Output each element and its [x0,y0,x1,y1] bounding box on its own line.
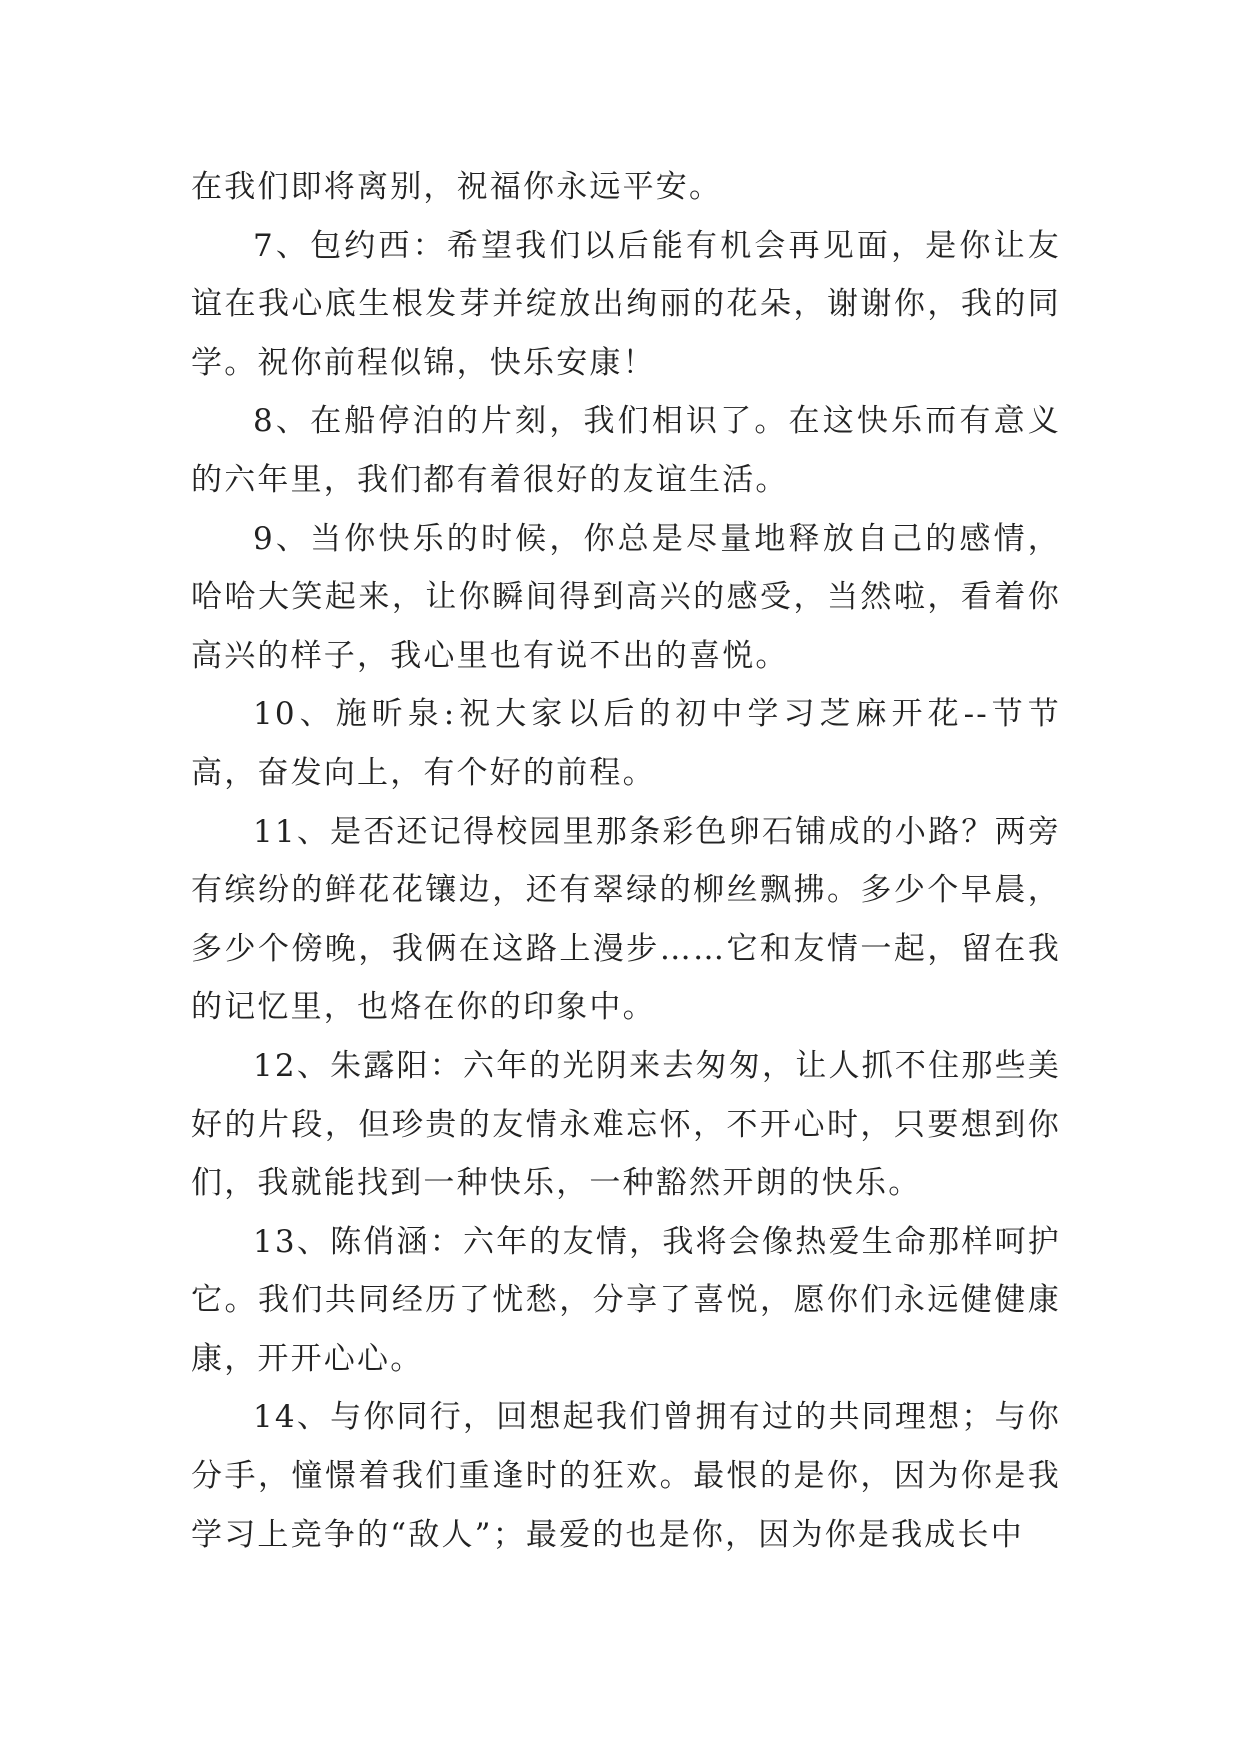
paragraph-item-9: 9、当你快乐的时候，你总是尽量地释放自己的感情，哈哈大笑起来，让你瞬间得到高兴的感受，当然啦，看着你高兴的样子，我心里也有说不出的喜悦。 [191,520,1061,674]
paragraph-item-8: 8、在船停泊的片刻，我们相识了。在这快乐而有意义的六年里，我们都有着很好的友谊生活。 [191,403,1061,498]
document-body [191,158,1061,1564]
paragraph-item-11: 11、是否还记得校园里那条彩色卵石铺成的小路？两旁有缤纷的鲜花花镶边，还有翠绿的柳丝飘拂。多少个早晨，多少个傍晚，我俩在这路上漫步……它和友情一起，留在我的记忆里，也烙在你的印象中。 [191,813,1061,1026]
paragraph-item-10: 10、施昕泉:祝大家以后的初中学习芝麻开花--节节高，奋发向上，有个好的前程。 [191,696,1061,791]
paragraph-item-13: 13、陈俏涵：六年的友情，我将会像热爱生命那样呵护它。我们共同经历了忧愁，分享了喜悦，愿你们永远健健康康，开开心心。 [191,1223,1061,1377]
paragraph-item-7: 7、包约西：希望我们以后能有机会再见面，是你让友谊在我心底生根发芽并绽放出绚丽的花朵，谢谢你，我的同学。祝你前程似锦，快乐安康！ [191,227,1061,381]
paragraph-item-12: 12、朱露阳：六年的光阴来去匆匆，让人抓不住那些美好的片段，但珍贵的友情永难忘怀，不开心时，只要想到你们，我就能找到一种快乐，一种豁然开朗的快乐。 [191,1047,1061,1202]
paragraph-item-14: 14、与你同行，回想起我们曾拥有过的共同理想；与你分手，憧憬着我们重逢时的狂欢。最恨的是你，因为你是我学习上竞争的“敌人”；最爱的也是你，因为你是我成长中 [191,1399,1061,1553]
paragraph-continuation: 在我们即将离别，祝福你永远平安。 [191,169,723,205]
